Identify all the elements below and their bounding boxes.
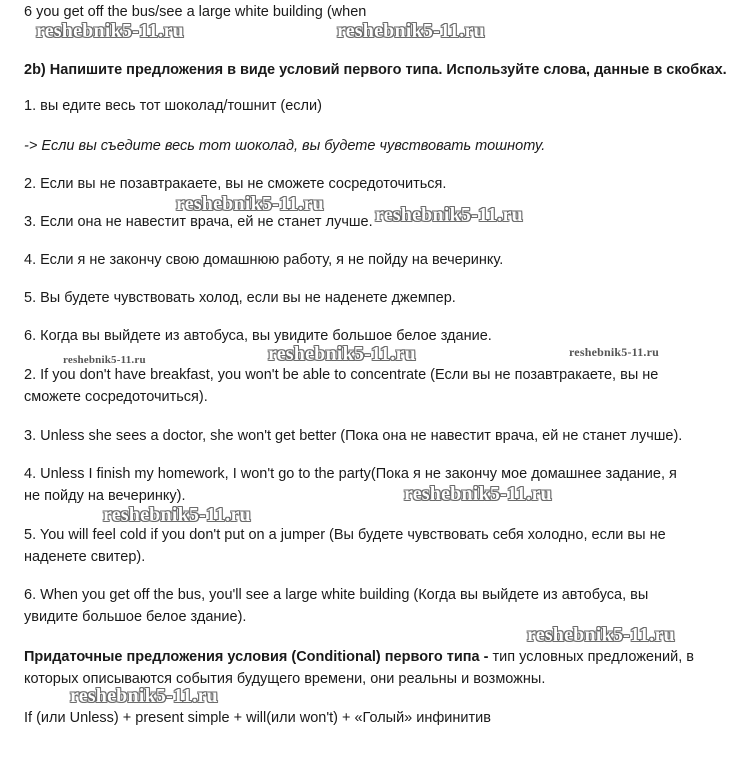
- watermark: reshebnik5-11.ru: [375, 204, 523, 226]
- watermark: reshebnik5-11.ru: [404, 483, 552, 505]
- answer-en-4-cont: не пойду на вечеринку).: [24, 488, 186, 504]
- text-line-bus: 6 you get off the bus/see a large white building (when: [24, 4, 367, 20]
- answer-en-5-cont: наденете свитер).: [24, 549, 146, 565]
- answer-en-2-cont: сможете сосредоточиться).: [24, 389, 208, 405]
- answer-ru-5: 5. Вы будете чувствовать холод, если вы не наденете джемпер.: [24, 290, 456, 306]
- answer-en-5: 5. You will feel cold if you don't put on a jumper (Вы будете чувствовать себя холодно, если вы не: [24, 527, 666, 543]
- formula-line: If (или Unless) + present simple + will(или won't) + «Голый» инфинитив: [24, 710, 491, 726]
- watermark-small: reshebnik5-11.ru: [63, 354, 146, 366]
- watermark: reshebnik5-11.ru: [70, 685, 218, 707]
- answer-en-6: 6. When you get off the bus, you'll see a large white building (Когда вы выйдете из автобуса, вы: [24, 587, 649, 603]
- watermark-small: reshebnik5-11.ru: [569, 345, 659, 359]
- definition-term: Придаточные предложения условия (Conditional) первого типа -: [24, 649, 489, 665]
- watermark: reshebnik5-11.ru: [36, 20, 184, 42]
- answer-ru-3: 3. Если она не навестит врача, ей не станет лучше.: [24, 214, 373, 230]
- exercise-header: 2b) Напишите предложения в виде условий первого типа. Используйте слова, данные в скобках.: [24, 62, 727, 78]
- answer-en-4: 4. Unless I finish my homework, I won't go to the party(Пока я не закончу мое домашнее задание, я: [24, 466, 677, 482]
- answer-ru-2: 2. Если вы не позавтракаете, вы не сможете сосредоточиться.: [24, 176, 447, 192]
- answer-ru-4: 4. Если я не закончу свою домашнюю работу, я не пойду на вечеринку.: [24, 252, 504, 268]
- task-line-1: 1. вы едите весь тот шоколад/тошнит (если): [24, 98, 322, 114]
- definition-text: тип условных предложений, в: [488, 649, 694, 665]
- task-example: -> Если вы съедите весь тот шоколад, вы будете чувствовать тошноту.: [24, 138, 546, 154]
- watermark: reshebnik5-11.ru: [527, 624, 675, 646]
- answer-en-6-cont: увидите большое белое здание).: [24, 609, 247, 625]
- watermark: reshebnik5-11.ru: [337, 20, 485, 42]
- definition-line-1: [24, 647, 694, 667]
- answer-en-3: 3. Unless she sees a doctor, she won't get better (Пока она не навестит врача, ей не станет лучше).: [24, 428, 683, 444]
- answer-en-2: 2. If you don't have breakfast, you won't be able to concentrate (Если вы не позавтракаете, вы не: [24, 367, 659, 383]
- watermark: reshebnik5-11.ru: [176, 193, 324, 215]
- watermark: reshebnik5-11.ru: [268, 343, 416, 365]
- watermark: reshebnik5-11.ru: [103, 504, 251, 526]
- answer-ru-6: 6. Когда вы выйдете из автобуса, вы увидите большое белое здание.: [24, 328, 492, 344]
- definition-line-2: которых описываются события будущего времени, они реальны и возможны.: [24, 671, 546, 687]
